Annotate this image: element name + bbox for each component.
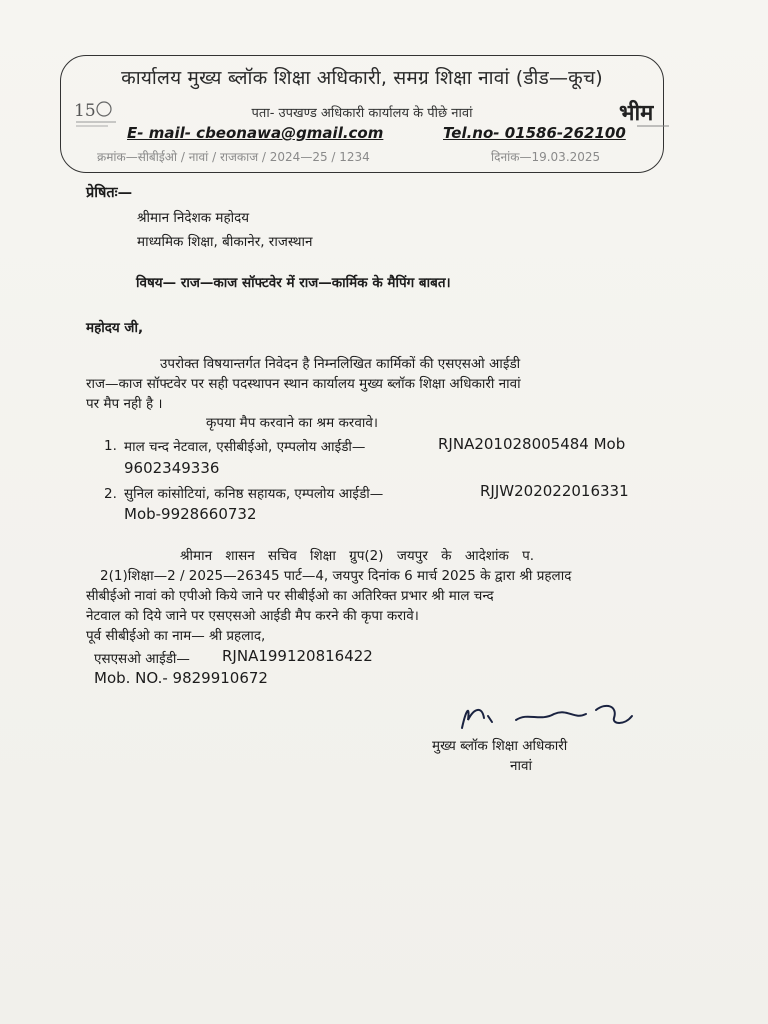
list-item-1-text: माल चन्द नेटवाल, एसीबीईओ, एम्पलोय आईडी—	[124, 439, 366, 455]
list-item-1-id: RJNA201028005484 Mob	[438, 435, 626, 453]
para1-line-1: उपरोक्त विषयान्तर्गत निवेदन है निम्नलिखित कार्मिकों की एसएसओ आईडी	[160, 356, 521, 372]
previous-cbeo-mobile: Mob. NO.- 9829910672	[94, 669, 268, 687]
para2-line-3: सीबीईओ नावां को एपीओ किये जाने पर सीबीईओ का अतिरिक्त प्रभार श्री माल चन्द	[86, 588, 494, 604]
office-title: कार्यालय मुख्य ब्लॉक शिक्षा अधिकारी, समग्र शिक्षा नावां (डीड—कूच)	[121, 67, 603, 89]
letter-date: दिनांक—19.03.2025	[491, 150, 601, 164]
request-line: कृपया मैप करवाने का श्रम करवावे।	[206, 415, 378, 431]
list-item-2-id: RJJW202022016331	[480, 482, 629, 500]
office-address: पता- उपखण्ड अधिकारी कार्यालय के पीछे नावां	[251, 106, 473, 121]
list-item-2-mobile: Mob-9928660732	[124, 505, 257, 523]
list-item-1-number: 1.	[104, 438, 117, 454]
para1-line-2: राज—काज सॉफ्टवेर पर सही पदस्थापन स्थान कार्यालय मुख्य ब्लॉक शिक्षा अधिकारी नावां	[86, 376, 521, 392]
letterhead-box	[60, 55, 664, 173]
bhim-logo	[615, 96, 671, 134]
sso-id-label: एसएसओ आईडी—	[94, 651, 190, 667]
para2-line-1: श्रीमान शासन सचिव शिक्षा ग्रुप(2) जयपुर के आदेशांक प.	[180, 548, 535, 564]
sso-id-value: RJNA199120816422	[222, 647, 373, 665]
list-item-1-mobile: 9602349336	[124, 459, 220, 477]
officer-signature	[456, 700, 636, 732]
office-telephone: Tel.no- 01586-262100	[443, 124, 626, 142]
recipient-label: प्रेषितः—	[86, 185, 133, 201]
signatory-location: नावां	[510, 758, 532, 774]
list-item-2-number: 2.	[104, 486, 117, 502]
recipient-line-1: श्रीमान निदेशक महोदय	[137, 210, 250, 226]
svg-text:भीम: भीम	[619, 101, 654, 126]
salutation: महोदय जी,	[86, 320, 144, 336]
subject-line: विषय— राज—काज सॉफ्टवेर में राज—कार्मिक के मैपिंग बाबत।	[136, 275, 451, 291]
list-item-2-text: सुनिल कांसोटियां, कनिष्ठ सहायक, एम्पलोय आईडी—	[124, 486, 384, 502]
recipient-line-2: माध्यमिक शिक्षा, बीकानेर, राजस्थान	[137, 234, 313, 250]
svg-text:15: 15	[74, 101, 96, 121]
para1-line-3: पर मैप नही है ।	[86, 396, 163, 412]
reference-number: क्रमांक—सीबीईओ / नावां / राजकाज / 2024—25 / 1234	[97, 150, 370, 164]
signatory-designation: मुख्य ब्लॉक शिक्षा अधिकारी	[432, 738, 568, 754]
previous-cbeo: पूर्व सीबीईओ का नाम— श्री प्रहलाद,	[86, 628, 266, 644]
anniversary-logo	[72, 98, 120, 132]
para2-line-4: नेटवाल को दिये जाने पर एसएसओ आईडी मैप करने की कृपा करावे।	[86, 608, 419, 624]
para2-line-2: 2(1)शिक्षा—2 / 2025—26345 पार्ट—4, जयपुर दिनांक 6 मार्च 2025 के द्वारा श्री प्रहलाद	[100, 568, 572, 584]
office-email: E- mail- cbeonawa@gmail.com	[127, 124, 384, 142]
